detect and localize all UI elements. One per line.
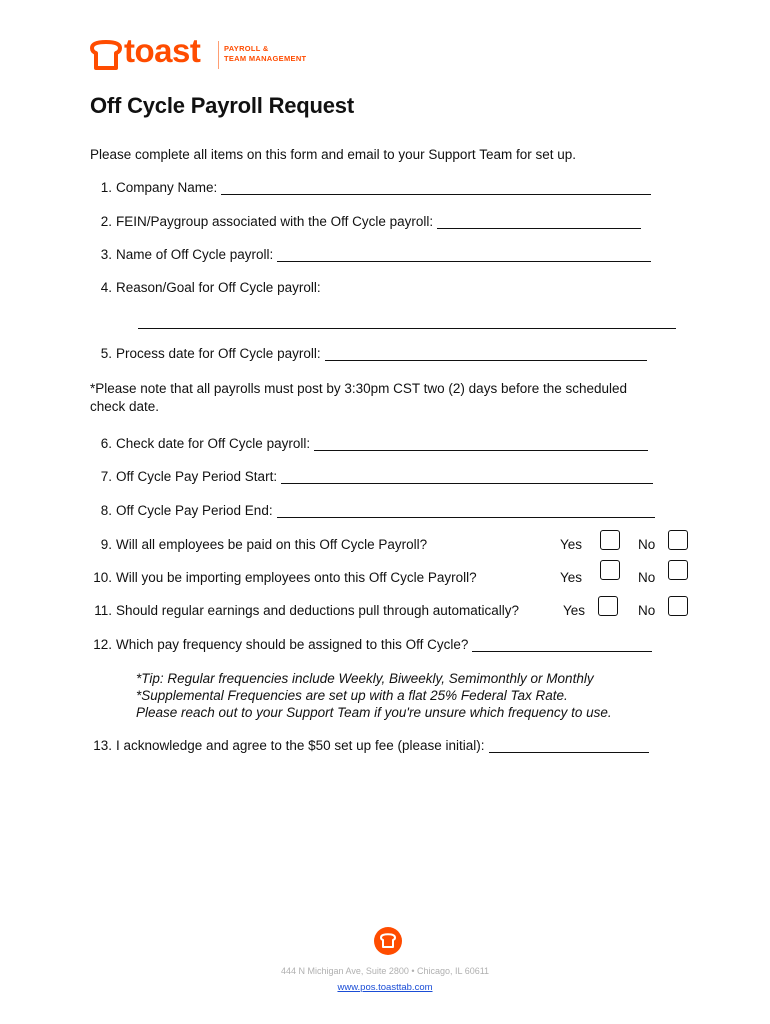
item-number: 8.: [100, 503, 112, 518]
tip-line: *Supplemental Frequencies are set up with a flat 25% Federal Tax Rate.: [136, 688, 568, 703]
item-label: I acknowledge and agree to the $50 set up fee (please initial):: [116, 738, 485, 753]
item-pay-frequency: [86, 637, 652, 652]
item-label: Name of Off Cycle payroll:: [116, 247, 274, 262]
item-number: 5.: [100, 346, 112, 361]
item-label: Process date for Off Cycle payroll:: [116, 346, 321, 361]
pay-frequency-field[interactable]: [472, 639, 652, 652]
item-label: Which pay frequency should be assigned to this Off Cycle?: [116, 637, 469, 652]
item-company-name: [90, 180, 651, 195]
yes-label: Yes: [563, 603, 586, 618]
check-date-field[interactable]: [314, 438, 648, 451]
logo-divider: [218, 41, 219, 69]
period-end-field[interactable]: [277, 505, 655, 518]
no-label: No: [638, 603, 656, 618]
item-label: Company Name:: [116, 180, 218, 195]
item-all-employees: [90, 537, 427, 552]
item-number: 1.: [100, 180, 112, 195]
brand-subtitle-line1: PAYROLL &: [224, 44, 269, 53]
importing-no-checkbox[interactable]: [668, 560, 688, 580]
toast-bread-icon: [90, 40, 122, 70]
reason-field[interactable]: [138, 316, 676, 329]
tip-line: Please reach out to your Support Team if you're unsure which frequency to use.: [136, 705, 612, 720]
item-number: 2.: [100, 214, 112, 229]
item-label: Reason/Goal for Off Cycle payroll:: [116, 280, 321, 295]
fein-field[interactable]: [437, 216, 641, 229]
item-fein: [90, 214, 641, 229]
item-number: 9.: [100, 537, 112, 552]
brand-name: toast: [124, 32, 201, 69]
item-period-start: [90, 469, 653, 484]
item-number: 7.: [100, 469, 112, 484]
item-label: FEIN/Paygroup associated with the Off Cycle payroll:: [116, 214, 434, 229]
process-date-field[interactable]: [325, 348, 647, 361]
frequency-tip: [136, 670, 612, 721]
item-number: 6.: [100, 436, 112, 451]
tip-line: *Tip: Regular frequencies include Weekly, Biweekly, Semimonthly or Monthly: [136, 671, 594, 686]
payroll-name-field[interactable]: [277, 249, 651, 262]
website-link[interactable]: www.pos.toasttab.com: [337, 982, 433, 993]
period-start-field[interactable]: [281, 471, 653, 484]
item-importing: [86, 570, 477, 585]
page-title: Off Cycle Payroll Request: [90, 93, 354, 118]
importing-yes-checkbox[interactable]: [600, 560, 620, 580]
item-label: Off Cycle Pay Period End:: [116, 503, 273, 518]
all-employees-no-checkbox[interactable]: [668, 530, 688, 550]
initial-field[interactable]: [489, 740, 649, 753]
item-setup-fee: [86, 738, 649, 753]
item-period-end: [90, 503, 655, 518]
footer-address: 444 N Michigan Ave, Suite 2800 • Chicago, IL 60611: [280, 966, 490, 976]
no-label: No: [638, 537, 656, 552]
all-employees-yes-checkbox[interactable]: [600, 530, 620, 550]
item-label: Will you be importing employees onto this Off Cycle Payroll?: [116, 570, 477, 585]
item-number: 3.: [100, 247, 112, 262]
intro-text: Please complete all items on this form and email to your Support Team for set up.: [90, 147, 576, 162]
item-check-date: [90, 436, 648, 451]
item-process-date: [90, 346, 647, 361]
item-label: Check date for Off Cycle payroll:: [116, 436, 311, 451]
item-payroll-name: [90, 247, 651, 262]
earnings-yes-checkbox[interactable]: [598, 596, 618, 616]
brand-subtitle: [224, 44, 306, 64]
item-earnings: [86, 603, 519, 618]
brand-subtitle-line2: TEAM MANAGEMENT: [224, 54, 307, 63]
yes-label: Yes: [560, 537, 583, 552]
toast-footer-icon: [374, 927, 402, 955]
no-label: No: [638, 570, 656, 585]
item-number: 11.: [94, 603, 112, 618]
company-name-field[interactable]: [221, 182, 651, 195]
item-label: Off Cycle Pay Period Start:: [116, 469, 278, 484]
yes-label: Yes: [560, 570, 583, 585]
item-label: Will all employees be paid on this Off Cycle Payroll?: [116, 537, 428, 552]
item-number: 10.: [93, 570, 112, 585]
item-number: 4.: [100, 280, 112, 295]
item-number: 13.: [93, 738, 112, 753]
earnings-no-checkbox[interactable]: [668, 596, 688, 616]
item-reason: [90, 280, 321, 295]
deadline-note: *Please note that all payrolls must post by 3:30pm CST two (2) days before the scheduled check date.: [90, 381, 628, 414]
item-label: Should regular earnings and deductions pull through automatically?: [116, 603, 520, 618]
item-number: 12.: [93, 637, 112, 652]
